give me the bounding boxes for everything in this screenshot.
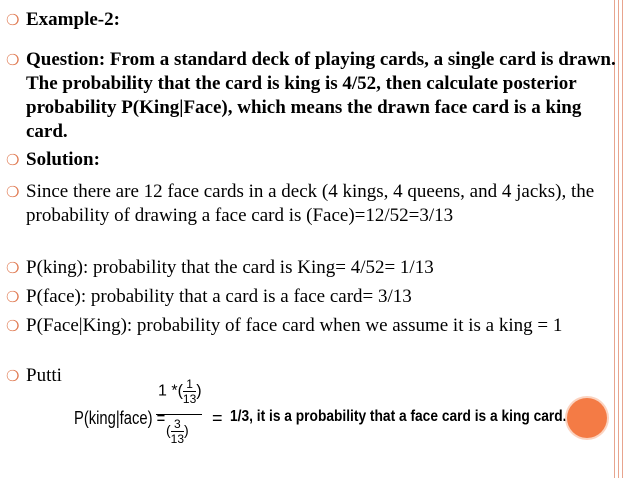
- formula-lhs: P(king|face) =: [74, 408, 166, 428]
- p-face-text: P(face): probability that a card is a face card= 3/13: [26, 286, 412, 307]
- bullet-icon: ❍: [6, 11, 20, 29]
- formula-equals: =: [212, 408, 223, 428]
- formula-denominator: [166, 418, 189, 445]
- bullet-icon: ❍: [6, 51, 20, 69]
- numerator-lead: 1 *(: [158, 382, 183, 400]
- fraction-top: 1: [186, 377, 193, 391]
- solution-label: Solution:: [26, 149, 100, 170]
- example-label: Example-2:: [26, 9, 120, 30]
- fraction-bar: [156, 414, 202, 415]
- formula-numerator: [158, 378, 202, 405]
- denominator-close: ): [184, 422, 189, 439]
- bayes-formula-image: [74, 374, 567, 458]
- fraction-top: 3: [174, 417, 181, 431]
- face-cards-text: Since there are 12 face cards in a deck (4 kings, 4 queens, and 4 jacks), the probability of drawing a face card is (Face)=12/52=3/13: [26, 181, 595, 226]
- p-king-text: P(king): probability that the card is King= 4/52= 1/13: [26, 257, 434, 278]
- p-face-given-king-text: P(Face|King): probability of face card when we assume it is a king = 1: [26, 315, 563, 336]
- fraction-bottom: 13: [170, 432, 185, 446]
- bullet-icon: ❍: [6, 367, 20, 385]
- formula-result: 1/3, it is a probability that a face card is a king card.: [230, 408, 567, 425]
- numerator-close: ): [196, 382, 202, 400]
- decorative-circle: [567, 398, 607, 438]
- bullet-icon: ❍: [6, 288, 20, 306]
- bullet-icon: ❍: [6, 317, 20, 335]
- putting-text: Putti: [26, 365, 62, 386]
- fraction-bottom: 13: [182, 392, 197, 406]
- bullet-icon: ❍: [6, 183, 20, 201]
- bullet-icon: ❍: [6, 151, 20, 169]
- denominator-fraction: [171, 418, 184, 445]
- bullet-icon: ❍: [6, 259, 20, 277]
- decorative-rule: [618, 0, 619, 478]
- numerator-fraction: [183, 378, 196, 405]
- question-text: Question: From a standard deck of playing cards, a single card is drawn. The probability that the card is king is 4/52, then calculate posterior probability P(King|Face), which means the drawn face card is a king card.: [26, 49, 616, 142]
- denominator-open: (: [166, 422, 171, 439]
- decorative-rule: [622, 0, 623, 478]
